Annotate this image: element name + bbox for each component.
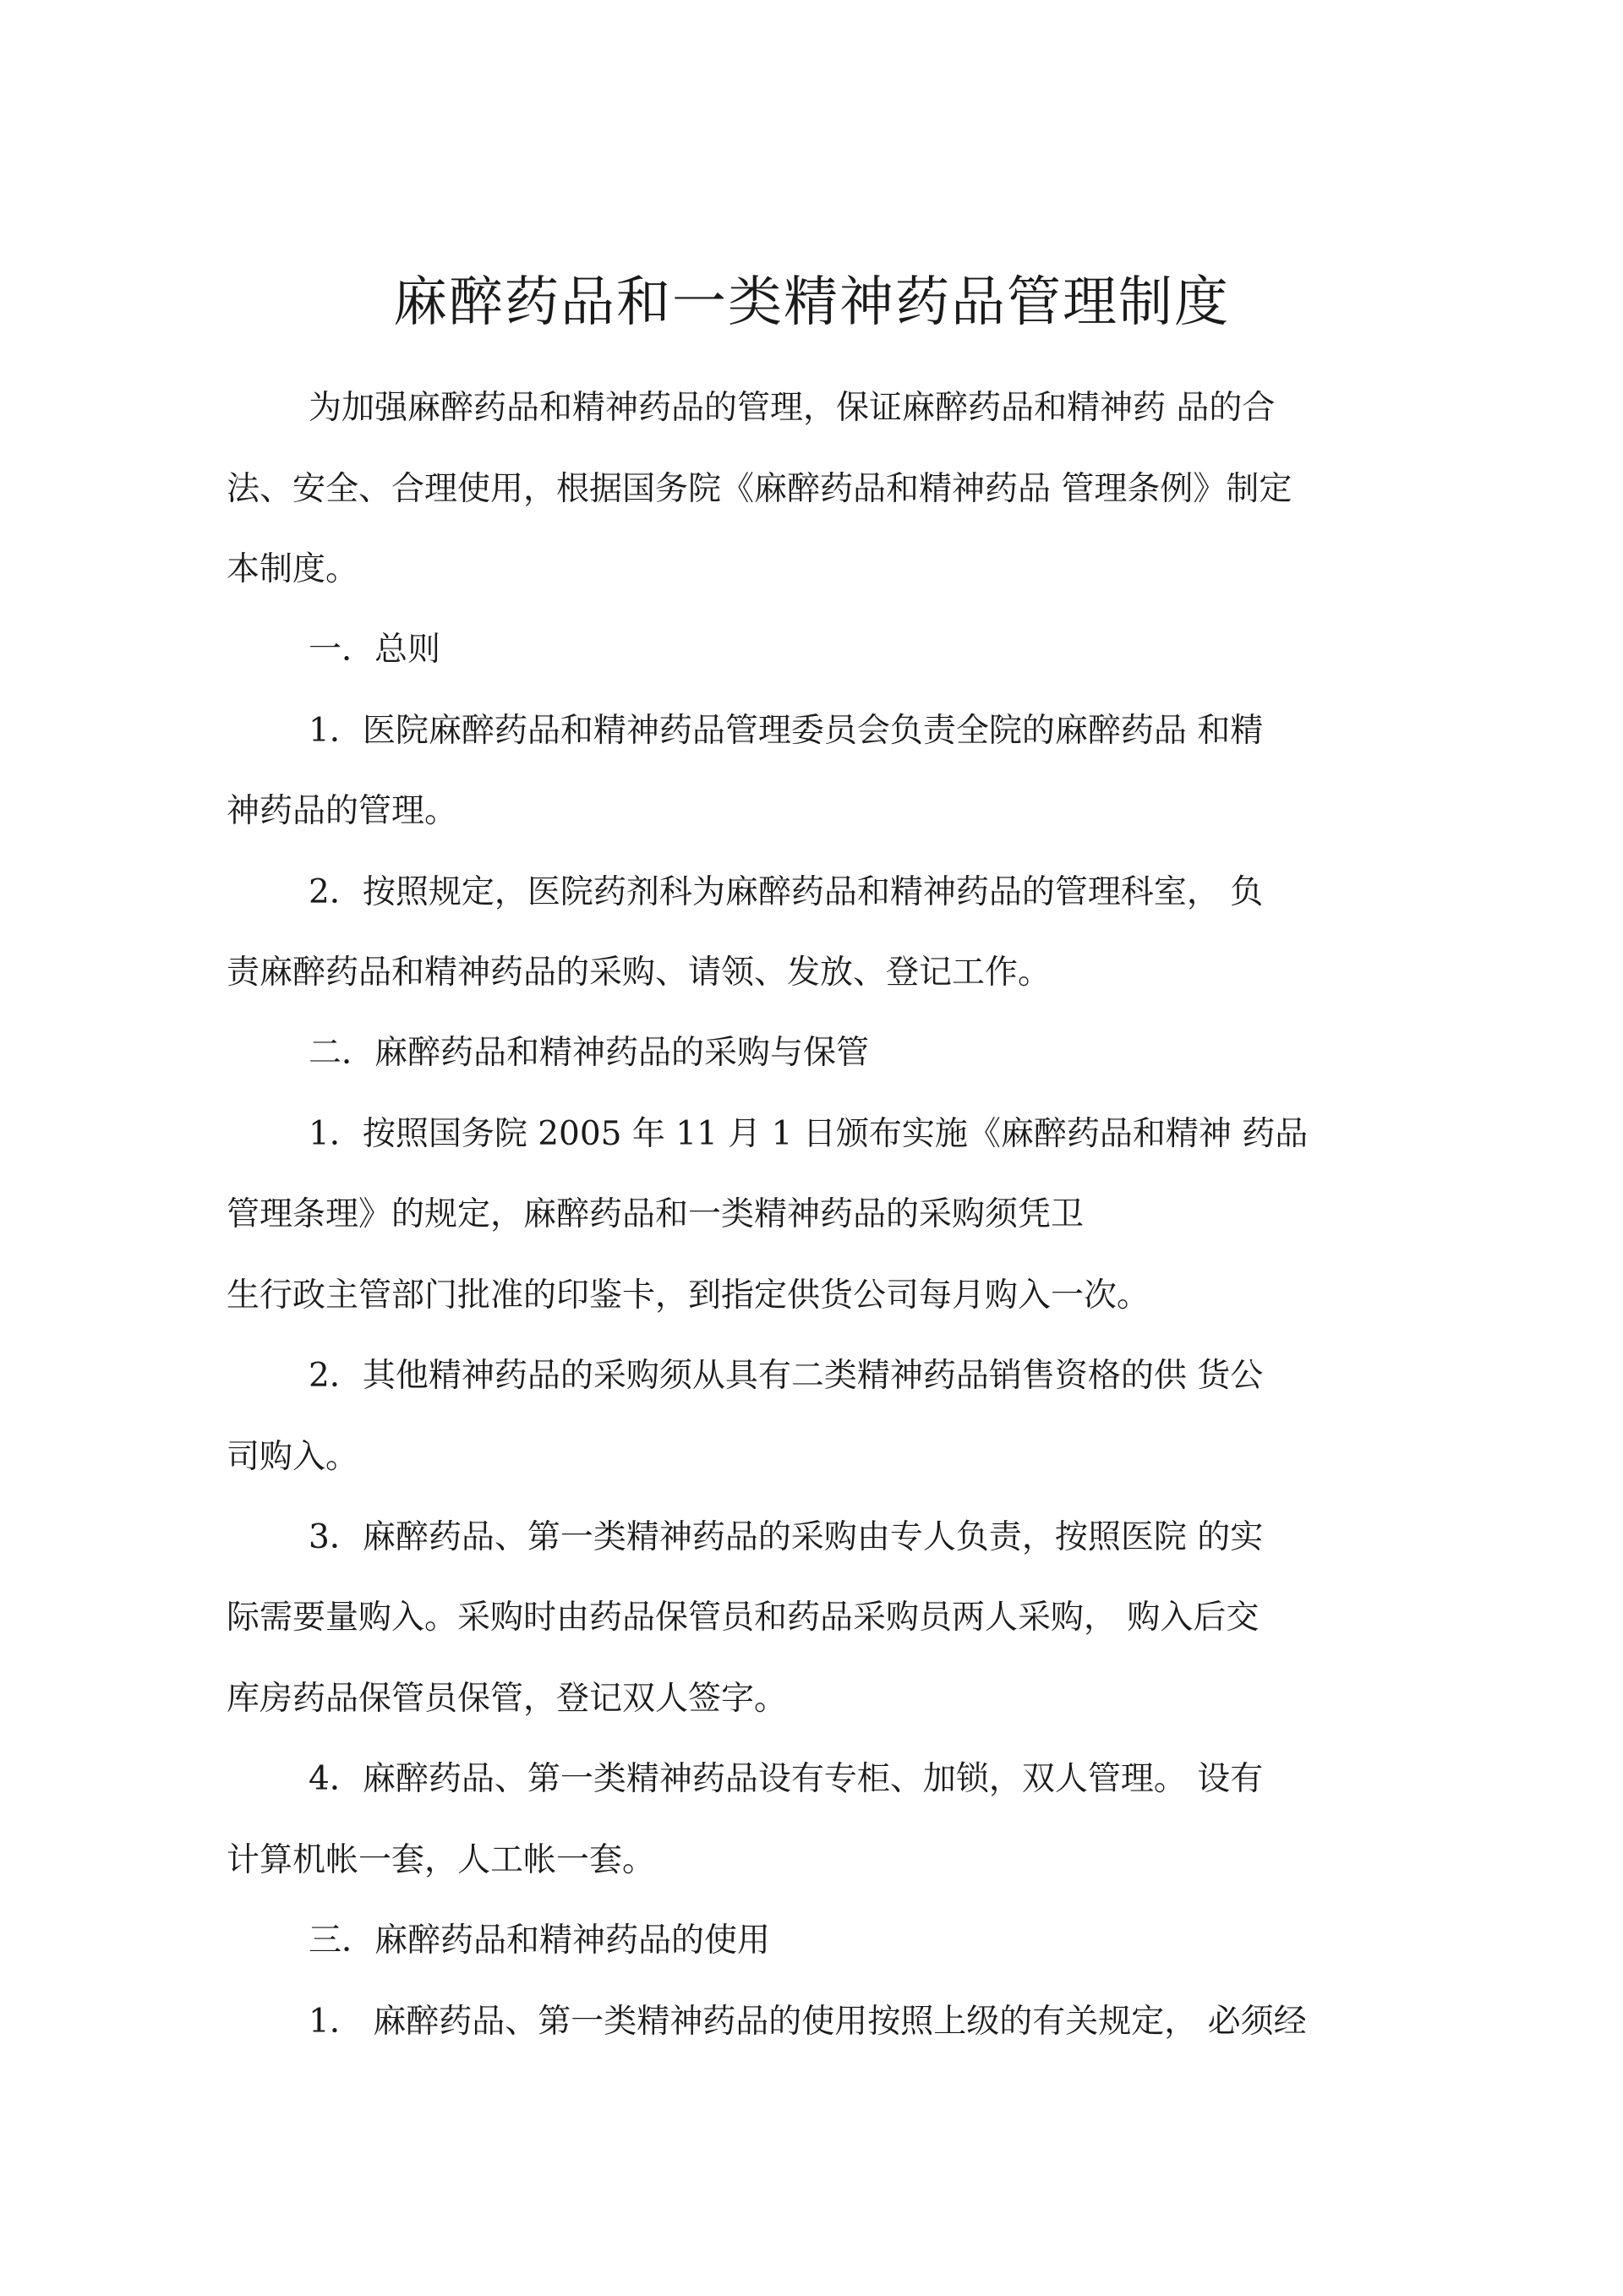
document-title: 麻醉药品和一类精神药品管理制度: [393, 271, 1230, 334]
intro-line-3: 本制度。: [227, 550, 359, 588]
s2-item3-line-2: 际需要量购入。采购时由药品保管员和药品采购员两人采购， 购入后交: [227, 1599, 1260, 1637]
s2-item4-line-1: 4．麻醉药品、第一类精神药品设有专柜、加锁，双人管理。 设有: [309, 1760, 1264, 1798]
s1-item1-line-2: 神药品的管理。: [227, 792, 458, 830]
intro-line-1: 为加强麻醉药品和精神药品的管理，保证麻醉药品和精神药 品的合: [309, 389, 1276, 427]
s2-item2-line-1: 2．其他精神药品的采购须从具有二类精神药品销售资格的供 货公: [309, 1357, 1264, 1395]
s2-item1-line-2: 管理条理》的规定，麻醉药品和一类精神药品的采购须凭卫: [227, 1195, 1085, 1233]
s1-item2-line-1: 2．按照规定，医院药剂科为麻醉药品和精神药品的管理科室， 负: [309, 873, 1264, 911]
s1-item1-line-1: 1．医院麻醉药品和精神药品管理委员会负责全院的麻醉药品 和精: [309, 712, 1264, 750]
s2-item4-line-2: 计算机帐一套，人工帐一套。: [227, 1841, 656, 1879]
section-heading-1: 一．总则: [309, 631, 441, 669]
s2-item1-line-1: 1．按照国务院 2005 年 11 月 1 日颁布实施《麻醉药品和精神 药品: [309, 1115, 1309, 1153]
s2-item3-line-3: 库房药品保管员保管，登记双人签字。: [227, 1680, 788, 1718]
s3-item1-line-1: 1． 麻醉药品、第一类精神药品的使用按照上级的有关规定， 必须经: [309, 2003, 1307, 2041]
section-heading-3: 三．麻醉药品和精神药品的使用: [309, 1922, 771, 1960]
intro-line-2: 法、安全、合理使用，根据国务院《麻醉药品和精神药品 管理条例》制定: [227, 470, 1292, 508]
section-heading-2: 二．麻醉药品和精神药品的采购与保管: [309, 1034, 870, 1072]
s2-item3-line-1: 3．麻醉药品、第一类精神药品的采购由专人负责，按照医院 的实: [309, 1518, 1264, 1556]
s1-item2-line-2: 责麻醉药品和精神药品的采购、请领、发放、登记工作。: [227, 954, 1052, 992]
s2-item1-line-3: 生行政主管部门批准的印鉴卡，到指定供货公司每月购入一次。: [227, 1276, 1150, 1315]
s2-item2-line-2: 司购入。: [227, 1438, 359, 1476]
